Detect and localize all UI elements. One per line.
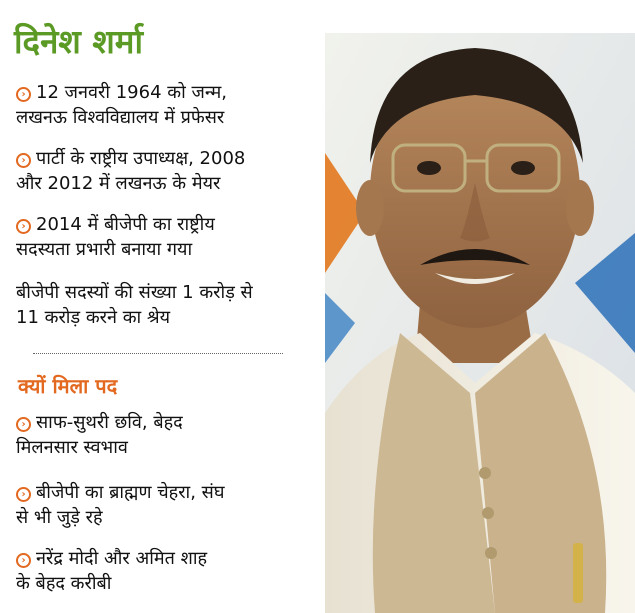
- portrait-illustration: [325, 33, 635, 613]
- reason-item: [16, 546, 207, 596]
- item-text: बीजेपी सदस्यों की संख्या 1 करोड़ से: [16, 282, 253, 303]
- item-text: और 2012 में लखनऊ के मेयर: [16, 173, 221, 194]
- arrow-right-circle-icon: ›: [16, 553, 31, 568]
- item-text: से भी जुड़े रहे: [16, 507, 103, 528]
- arrow-right-circle-icon: ›: [16, 487, 31, 502]
- reason-item: [16, 480, 224, 530]
- profile-item: [16, 212, 215, 262]
- item-text: सदस्यता प्रभारी बनाया गया: [16, 239, 193, 260]
- page-title: दिनेश शर्मा: [14, 22, 144, 61]
- arrow-right-circle-icon: ›: [16, 153, 31, 168]
- portrait-photo: [325, 33, 635, 613]
- item-text: 12 जनवरी 1964 को जन्म,: [36, 82, 228, 103]
- item-text: पार्टी के राष्ट्रीय उपाध्यक्ष, 2008: [36, 148, 246, 169]
- section-heading: क्यों मिला पद: [18, 374, 118, 398]
- item-text: साफ-सुथरी छवि, बेहद: [36, 412, 183, 433]
- profile-item: [16, 80, 227, 130]
- item-text: के बेहद करीबी: [16, 573, 112, 594]
- item-text: 11 करोड़ करने का श्रेय: [16, 307, 171, 328]
- item-text: बीजेपी का ब्राह्मण चेहरा, संघ: [36, 482, 225, 503]
- profile-item: [16, 146, 245, 196]
- arrow-right-circle-icon: ›: [16, 87, 31, 102]
- item-text: 2014 में बीजेपी का राष्ट्रीय: [36, 214, 215, 235]
- arrow-right-circle-icon: ›: [16, 417, 31, 432]
- reason-item: [16, 410, 183, 460]
- item-text: मिलनसार स्वभाव: [16, 437, 128, 458]
- dotted-divider: [33, 353, 283, 354]
- item-text: लखनऊ विश्वविद्यालय में प्रफेसर: [16, 107, 225, 128]
- arrow-right-circle-icon: ›: [16, 219, 31, 234]
- profile-item: [16, 280, 253, 330]
- item-text: नरेंद्र मोदी और अमित शाह: [36, 548, 208, 569]
